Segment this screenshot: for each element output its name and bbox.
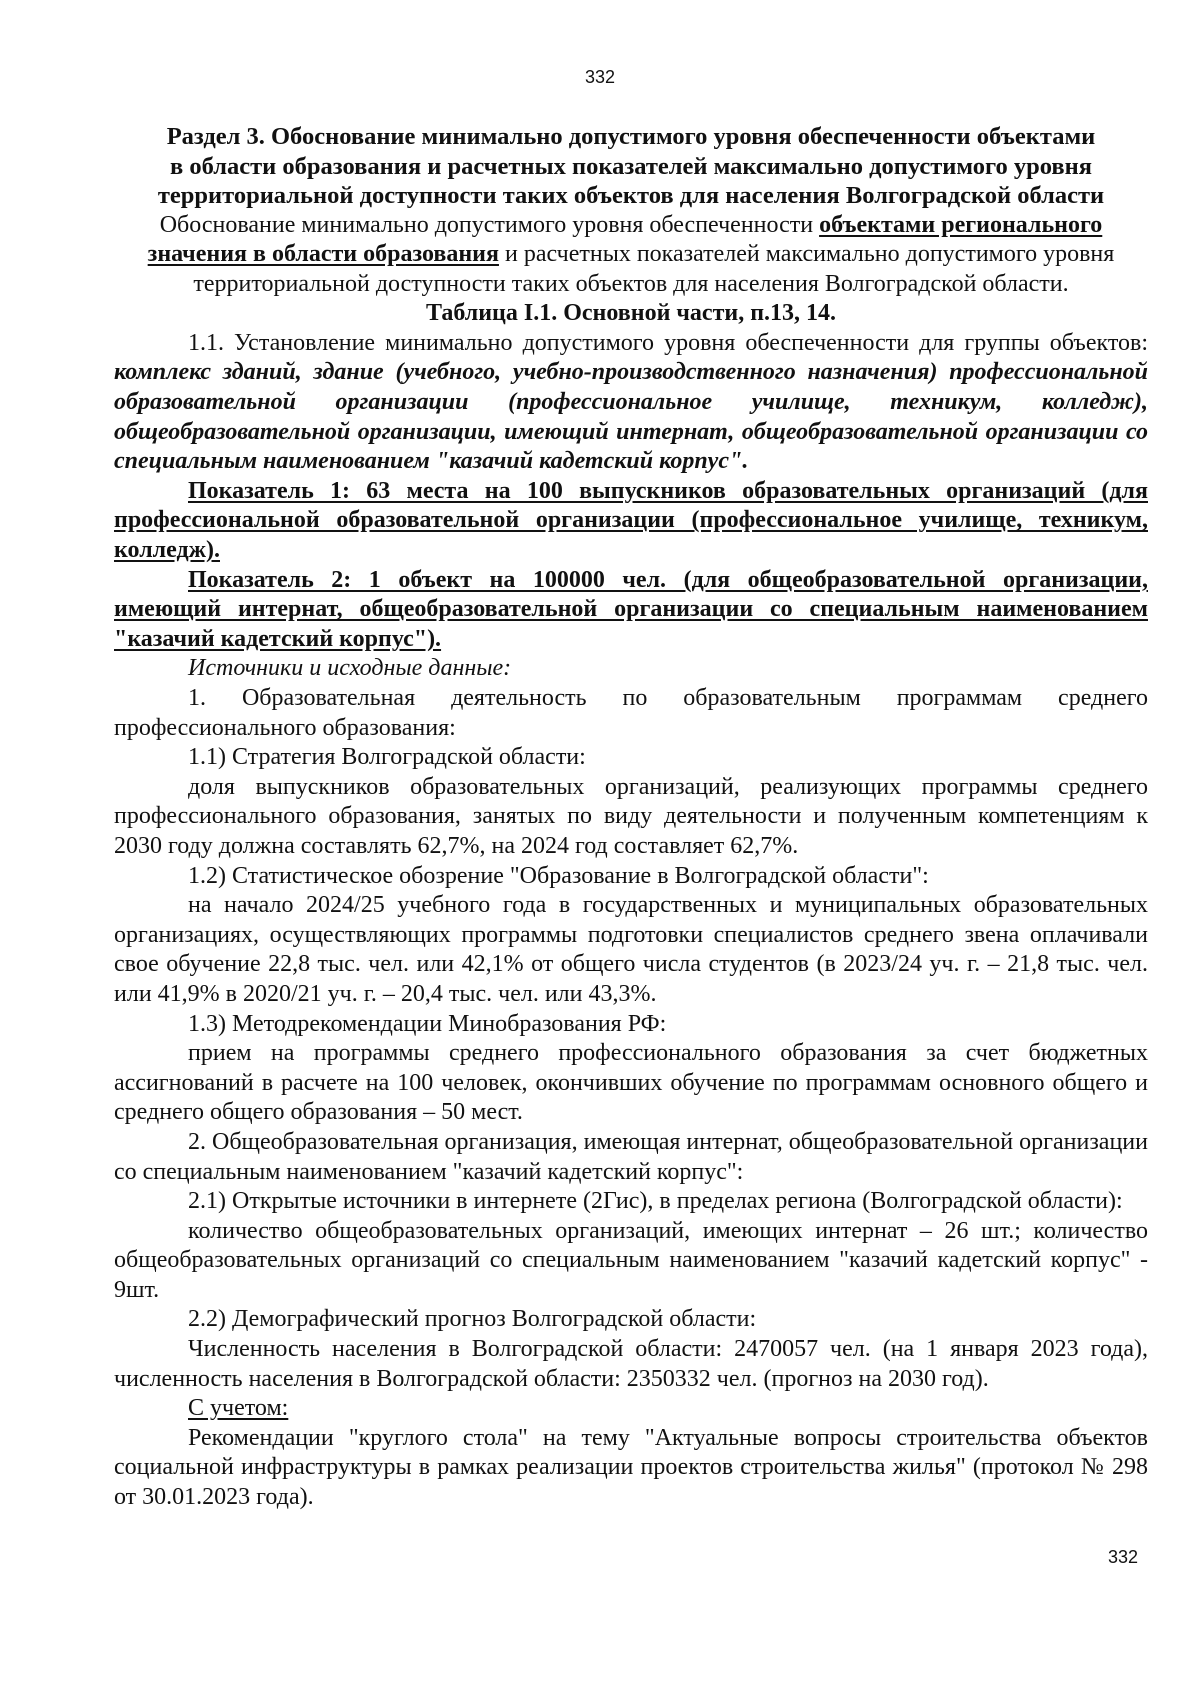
section-1-1-lead: 1.1. Установление минимально допустимого уровня обеспеченности для группы объектов: — [188, 329, 1148, 356]
page-number-bottom: 332 — [1107, 1547, 1138, 1567]
item-2-1-title: 2.1) Открытые источники в интернете (2Гис), в пределах региона (Волгоградской области): — [188, 1188, 1123, 1215]
section-heading — [114, 122, 1148, 211]
considering-text: Рекомендации "круглого стола" на тему "Актуальные вопросы строительства объектов социальной инфраструктуры в рамках реализации проектов строительства жилья" (протокол № 298 от 30.01.2023 года). — [114, 1424, 1148, 1511]
item-1-3-title: 1.3) Методрекомендации Минобразования РФ: — [188, 1010, 667, 1037]
subheading-part-1: Обоснование минимально допустимого уровня обеспеченности — [159, 211, 820, 238]
item-1: 1. Образовательная деятельность по образовательным программам среднего профессионального образования: — [114, 685, 1148, 741]
subheading-part-2: и расчетных показателей максимально допустимого уровня территориальной доступности таких объектов для населения Волгоградской области. — [193, 241, 1115, 297]
item-1-2-text: на начало 2024/25 учебного года в государственных и муниципальных образовательных организациях, осуществляющих программы подготовки специалистов среднего звена оплачивали свое обучение 22,8 тыс. чел. или 42,1% от общего числа студентов (в 2023/24 уч. г. – 21,8 тыс. чел. или 41,9% в 2020/21 уч. г. – 20,4 тыс. чел. или 43,3%. — [114, 892, 1148, 1007]
heading-line-1: Раздел 3. Обоснование минимально допустимого уровня обеспеченности объектами — [166, 123, 1096, 150]
considering-title-text: С учетом: — [188, 1395, 289, 1422]
page-number-top: 332 — [584, 67, 616, 87]
subheading — [114, 211, 1148, 300]
table-title: Таблица I.1. Основной части, п.13, 14. — [425, 300, 837, 327]
item-1-1-title: 1.1) Стратегия Волгоградской области: — [188, 744, 586, 771]
item-1-3-text: прием на программы среднего профессионального образования за счет бюджетных ассигнований в расчете на 100 человек, окончивших обучение по программам основного общего и среднего общего образования – 50 мест. — [114, 1040, 1148, 1126]
item-2: 2. Общеобразовательная организация, имеющая интернат, общеобразовательной организации со специальным наименованием "казачий кадетский корпус": — [114, 1128, 1148, 1185]
item-1-2-title: 1.2) Статистическое обозрение "Образование в Волгоградской области": — [188, 862, 929, 889]
document-body — [114, 122, 1148, 1513]
item-1-1-text: доля выпускников образовательных организаций, реализующих программы среднего профессионального образования, занятых по виду деятельности и полученным компетенциям к 2030 году должна составлять 62,7%, на 2024 год составляет 62,7%. — [114, 773, 1148, 859]
heading-line-3: территориальной доступности таких объектов для населения Волгоградской области — [157, 182, 1105, 209]
considering-title — [114, 1394, 1148, 1424]
sources-title: Источники и исходные данные: — [188, 655, 512, 682]
section-1-1 — [114, 329, 1148, 477]
heading-line-2: в области образования и расчетных показателей максимально допустимого уровня — [170, 152, 1092, 180]
item-2-2-title: 2.2) Демографический прогноз Волгоградской области: — [188, 1306, 757, 1333]
indicator-1: Показатель 1: 63 места на 100 выпускников образовательных организаций (для профессиональной образовательной организации (профессиональное училище, техникум, колледж). — [114, 477, 1148, 564]
section-1-1-objects: комплекс зданий, здание (учебного, учебно-производственного назначения) профессиональной образовательной организации (профессиональное училище, техникум, колледж), общеобразовательной организации, имеющий интернат, общеобразовательной организации со специальным наименованием "казачий кадетский корпус". — [114, 359, 1148, 475]
item-2-1-text: количество общеобразовательных организаций, имеющих интернат – 26 шт.; количество общеобразовательных организаций со специальным наименованием "казачий кадетский корпус" - 9шт. — [114, 1217, 1148, 1303]
indicator-2: Показатель 2: 1 объект на 100000 чел. (для общеобразовательной организации, имеющий интернат, общеобразовательной организации со специальным наименованием "казачий кадетский корпус"). — [114, 566, 1148, 652]
item-2-2-text: Численность населения в Волгоградской области: 2470057 чел. (на 1 января 2023 года), численность населения в Волгоградской области: 2350332 чел. (прогноз на 2030 год). — [114, 1336, 1148, 1392]
subheading-underlined: объектами регионального значения в области образования — [147, 211, 1103, 268]
